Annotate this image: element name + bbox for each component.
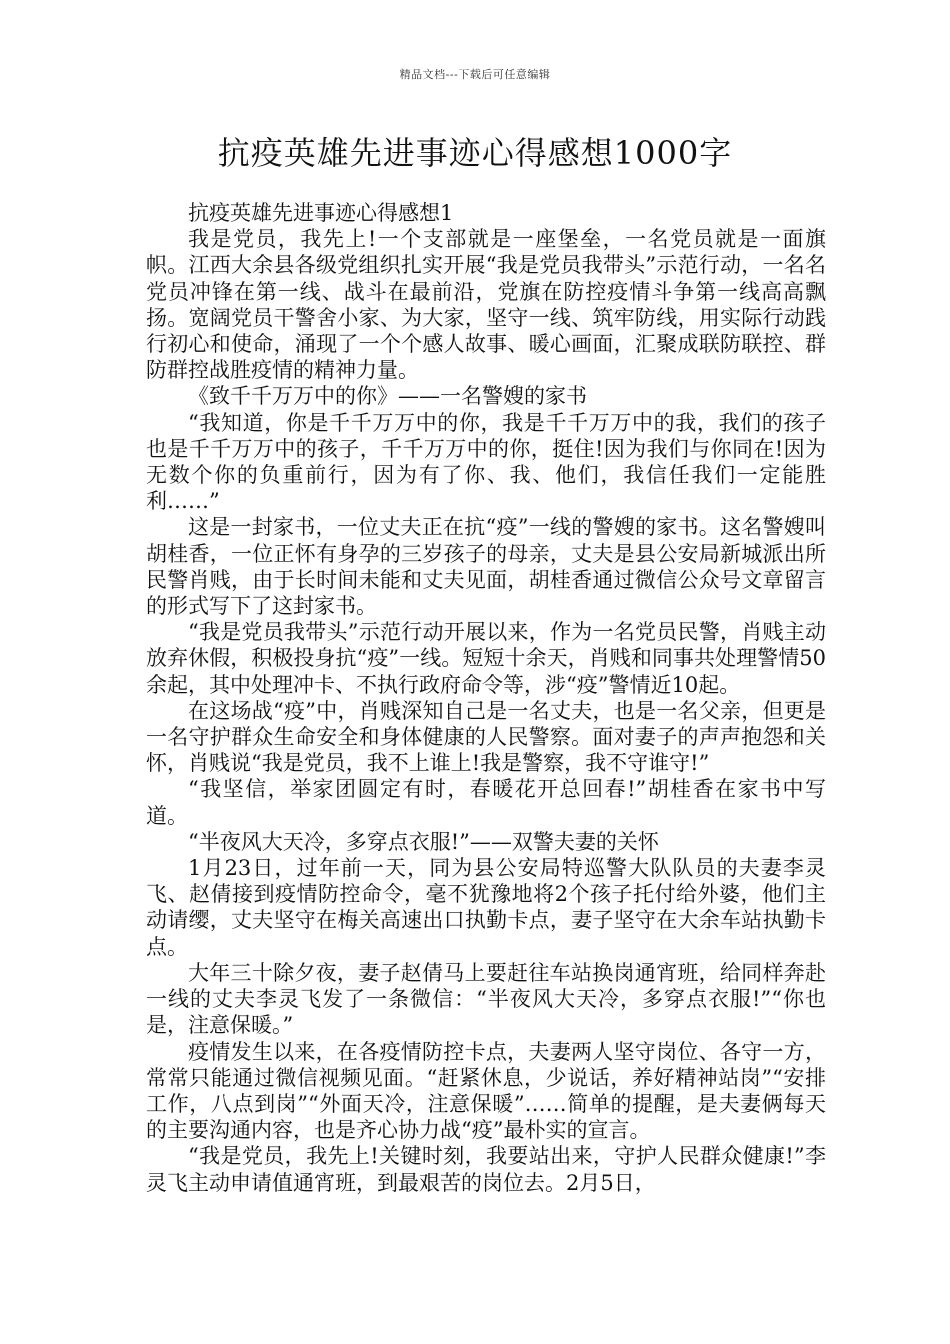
paragraph: 大年三十除夕夜，妻子赵倩马上要赶往车站换岗通宵班，给同样奔赴一线的丈夫李灵飞发了一条微信：“半夜风大天冷，多穿点衣服!”“你也是，注意保暖。” [146, 960, 826, 1038]
paragraph: “我坚信，举家团圆定有时，春暖花开总回春!”胡桂香在家书中写道。 [146, 777, 826, 828]
document-title: 抗疫英雄先进事迹心得感想1000字 [217, 134, 733, 172]
paragraph: “我知道，你是千千万万中的你，我是千千万万中的我，我们的孩子也是千千万万中的孩子，千千万万中的你，挺住!因为我们与你同在!因为无数个你的负重前行，因为有了你、我、他们，我信任我们一定能胜利……” [146, 410, 826, 514]
header-note: 精品文档---下载后可任意编辑 [399, 68, 551, 81]
paragraph: 我是党员，我先上!一个支部就是一座堡垒，一名党员就是一面旗帜。江西大余县各级党组织扎实开展“我是党员我带头”示范行动，一名名党员冲锋在第一线、战斗在最前沿，党旗在防控疫情斗争第一线高高飘扬。宽阔党员干警舍小家、为大家，坚守一线、筑牢防线，用实际行动践行初心和使命，涌现了一个个感人故事、暖心画面，汇聚成联防联控、群防群控战胜疫情的精神力量。 [146, 227, 826, 383]
paragraph: “我是党员我带头”示范行动开展以来，作为一名党员民警，肖贱主动放弃休假，积极投身抗“疫”一线。短短十余天，肖贱和同事共处理警情50余起，其中处理冲卡、不执行政府命令等，涉“疫”警情近10起。 [146, 620, 826, 697]
paragraph: “我是党员，我先上!关键时刻，我要站出来，守护人民群众健康!”李灵飞主动申请值通宵班，到最艰苦的岗位去。2月5日， [146, 1144, 826, 1195]
paragraph: 1月23日，过年前一天，同为县公安局特巡警大队队员的夫妻李灵飞、赵倩接到疫情防控命令，毫不犹豫地将2个孩子托付给外婆，他们主动请缨，丈夫坚守在梅关高速出口执勤卡点，妻子坚守在大余车站执勤卡点。 [146, 856, 826, 959]
paragraph: 在这场战“疫”中，肖贱深知自己是一名丈夫，也是一名父亲，但更是一名守护群众生命安全和身体健康的人民警察。面对妻子的声声抱怨和关怀，肖贱说“我是党员，我不上谁上!我是警察，我不守谁守!” [146, 698, 826, 776]
paragraph: 疫情发生以来，在各疫情防控卡点，夫妻两人坚守岗位、各守一方，常常只能通过微信视频见面。“赶紧休息，少说话，养好精神站岗”“安排工作，八点到岗”“外面天冷，注意保暖”……简单的提醒，是夫妻俩每天的主要沟通内容，也是齐心协力战“疫”最朴实的宣言。 [146, 1039, 826, 1143]
section-subheading: 《致千千万万中的你》——一名警嫂的家书 [188, 384, 587, 409]
section-subheading: “半夜风大天冷，多穿点衣服!”——双警夫妻的关怀 [188, 829, 659, 854]
document-body [146, 200, 826, 1196]
section-heading: 抗疫英雄先进事迹心得感想1 [188, 201, 454, 225]
paragraph: 这是一封家书，一位丈夫正在抗“疫”一线的警嫂的家书。这名警嫂叫胡桂香，一位正怀有身孕的三岁孩子的母亲，丈夫是县公安局新城派出所民警肖贱，由于长时间未能和丈夫见面，胡桂香通过微信公众号文章留言的形式写下了这封家书。 [146, 515, 826, 619]
